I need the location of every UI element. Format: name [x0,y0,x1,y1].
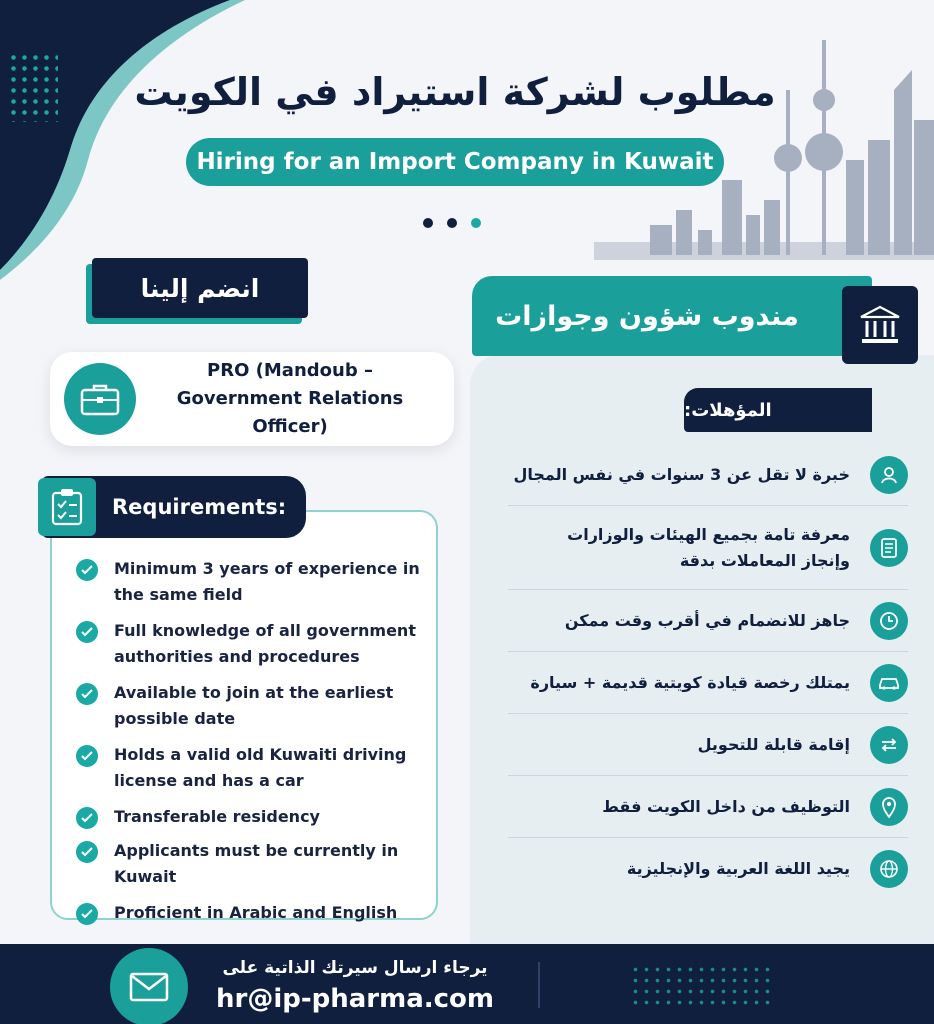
document-icon [870,529,908,567]
requirement-item [76,838,426,890]
globe-icon [870,850,908,888]
decorative-dots [630,964,770,1008]
requirement-text [114,742,406,794]
requirement-line: Full knowledge of all government [114,621,416,640]
check-circle-icon [76,807,98,829]
qualification-text [698,732,850,758]
check-circle-icon [76,683,98,705]
pager-dot [447,218,457,228]
requirement-item [76,804,426,830]
qualification-line: التوظيف من داخل الكويت فقط [602,796,850,816]
requirement-text [114,618,416,670]
page-title-english: Hiring for an Import Company in Kuwait [186,138,724,186]
qualification-item [508,590,908,652]
requirement-line: the same field [114,585,243,604]
requirement-line: Transferable residency [114,807,320,826]
requirement-text [114,804,320,830]
qualification-text [530,670,850,696]
transfer-arrows-icon [870,726,908,764]
requirement-item [76,618,426,670]
qualifications-heading: المؤهلات: [684,388,872,432]
job-title-line: Government Relations Officer) [176,388,404,437]
requirement-text [114,556,420,608]
check-circle-icon [76,745,98,767]
qualification-text [513,462,850,488]
user-icon [870,456,908,494]
qualification-item [508,776,908,838]
requirement-text [114,680,393,732]
check-circle-icon [76,903,98,925]
qualification-line: وإنجاز المعاملات بدقة [679,550,850,570]
contact-email-link[interactable]: hr@ip-pharma.com [215,984,494,1014]
qualification-text [567,522,850,574]
check-circle-icon [76,841,98,863]
qualification-line: إقامة قابلة للتحويل [697,734,850,754]
qualifications-list [508,444,908,900]
requirement-item [76,742,426,794]
envelope-icon [110,948,188,1024]
requirement-item [76,900,426,926]
job-title [136,357,454,441]
car-icon [870,664,908,702]
job-title-card [50,352,454,446]
requirement-line: Applicants must be currently in [114,841,399,860]
cv-instruction-text: يرجاء ارسال سيرتك الذاتية على [222,958,488,978]
pager-dot-active [471,218,481,228]
footer-divider [538,962,540,1008]
requirement-line: Holds a valid old Kuwaiti driving [114,745,407,764]
role-title-arabic: مندوب شؤون وجوازات [472,276,872,356]
qualification-line: يجيد اللغة العربية والإنجليزية [626,859,850,878]
requirement-line: Kuwait [114,867,177,886]
clock-icon [870,602,908,640]
requirement-line: license and has a car [114,771,304,790]
requirements-list [76,556,426,934]
qualification-item [508,652,908,714]
pager-dots [423,218,481,228]
qualification-line: يمتلك رخصة قيادة كويتية قديمة + سيارة [530,672,850,692]
join-us-label: انضم إلينا [92,258,308,318]
qualification-text [565,608,850,634]
requirement-line: possible date [114,709,236,728]
check-circle-icon [76,559,98,581]
requirement-item [76,556,426,608]
briefcase-icon [64,363,136,435]
requirement-line: Proficient in Arabic and English [114,903,398,922]
government-building-icon [842,286,918,364]
qualification-text [627,856,850,882]
job-title-line: PRO (Mandoub – [207,360,373,381]
requirement-item [76,680,426,732]
requirements-heading: Requirements: [42,476,306,538]
requirement-text [114,838,398,890]
page-title-arabic: مطلوب لشركة استيراد في الكويت [134,70,776,114]
requirement-line: authorities and procedures [114,647,360,666]
decorative-dots [8,52,58,122]
qualification-line: خبرة لا تقل عن 3 سنوات في نفس المجال [513,464,850,484]
clipboard-checklist-icon [38,478,96,536]
qualification-item [508,714,908,776]
qualification-line: جاهز للانضمام في أقرب وقت ممكن [564,610,850,630]
requirement-line: Available to join at the earliest [114,683,394,702]
requirement-line: Minimum 3 years of experience in [114,559,420,578]
qualification-text [602,794,850,820]
pager-dot [423,218,433,228]
qualification-line: معرفة تامة بجميع الهيئات والوزارات [567,524,850,544]
qualification-item [508,444,908,506]
qualification-item [508,838,908,900]
qualification-item [508,506,908,590]
requirement-text [114,900,397,926]
location-pin-icon [870,788,908,826]
check-circle-icon [76,621,98,643]
